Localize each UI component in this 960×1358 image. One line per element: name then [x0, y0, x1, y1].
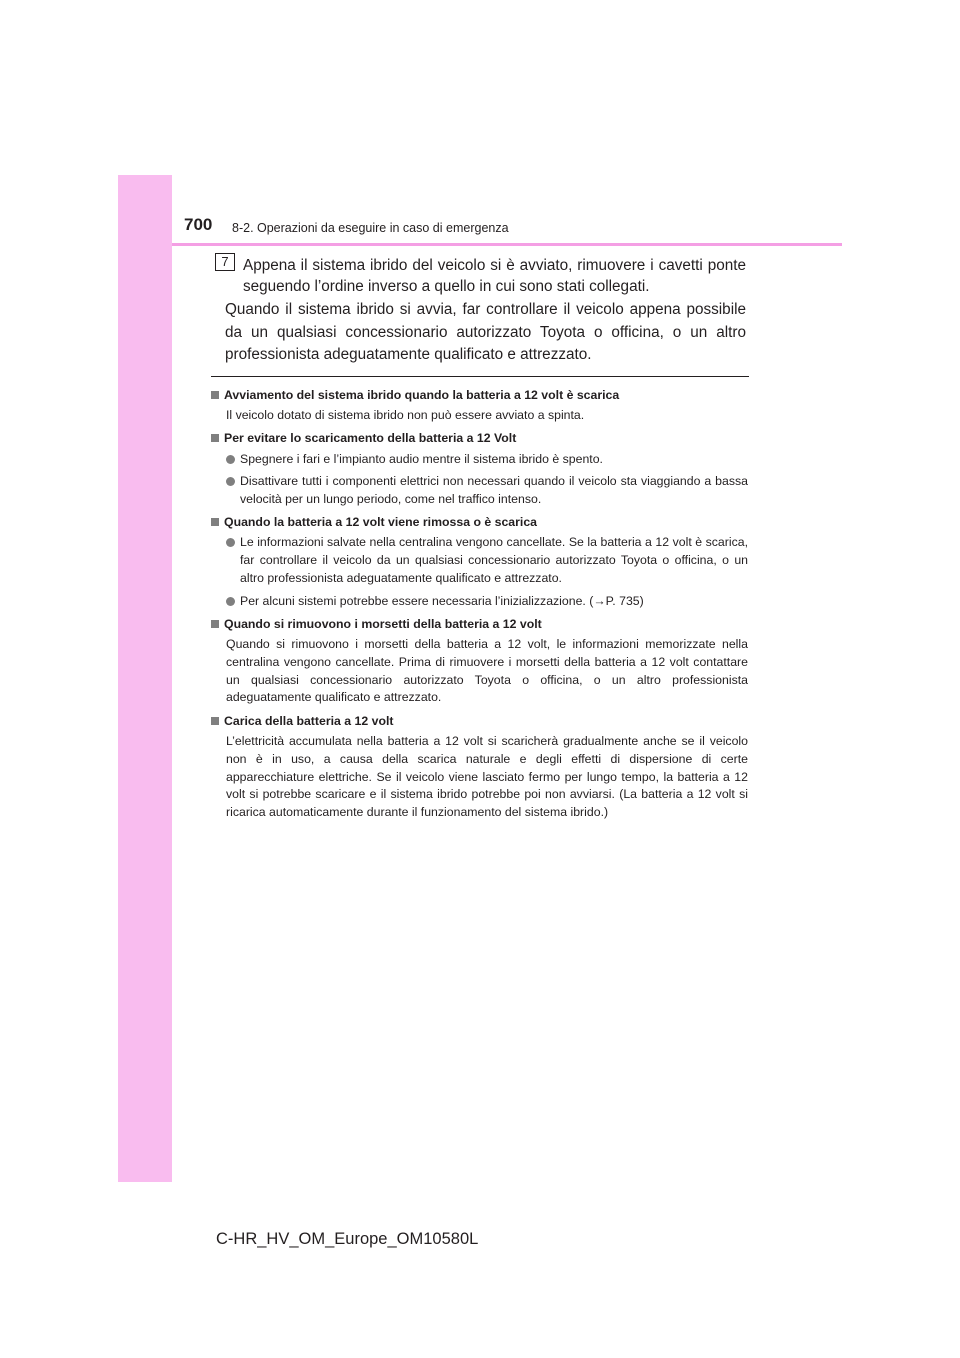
note-heading-text: Quando la batteria a 12 volt viene rimossa o è scarica	[224, 515, 538, 529]
bullet-text: Le informazioni salvate nella centralina vengono cancellate. Se la batteria a 12 volt è scarica, far controllare il veicolo da un qualsiasi concessionario autorizzato Toyota o officina, o un altro professionista adeguatamente qualificato e attrezzato.	[240, 535, 748, 585]
step-paragraph: Quando il sistema ibrido si avvia, far controllare il veicolo appena possibile da un qualsiasi concessionario autorizzato Toyota o officina, o un altro professionista adeguatamente qualificato e attrezzato.	[225, 301, 746, 363]
note-heading	[211, 514, 748, 531]
note-heading	[211, 713, 748, 730]
step-number-box: 7	[215, 253, 235, 271]
note-body: Quando si rimuovono i morsetti della batteria a 12 volt, le informazioni memorizzate nella centralina vengono cancellate. Prima di rimuovere i morsetti della batteria a 12 volt contattare un qualsiasi concessionario autorizzato Toyota o officina, o un altro professionista adeguatamente qualificato e attrezzato.	[226, 637, 748, 705]
section-tab-sidebar	[118, 175, 172, 1182]
step-text: Appena il sistema ibrido del veicolo si è avviato, rimuovere i cavetti ponte seguendo l’ordine inverso a quello in cui sono stati collegati.	[243, 257, 746, 295]
note-heading	[211, 387, 748, 404]
note-heading	[211, 616, 748, 633]
section-divider	[211, 376, 749, 377]
bullet-item	[226, 451, 748, 469]
bullet-item	[226, 593, 748, 611]
note-heading-text: Quando si rimuovono i morsetti della batteria a 12 volt	[224, 617, 542, 631]
note-heading-text: Avviamento del sistema ibrido quando la batteria a 12 volt è scarica	[224, 388, 620, 402]
bullet-item	[226, 473, 748, 509]
bullet-text: Per alcuni sistemi potrebbe essere necessaria l’inizializzazione. (→P. 735)	[240, 594, 644, 608]
note-body: L’elettricità accumulata nella batteria a 12 volt si scaricherà gradualmente anche se il veicolo non è in uso, a causa della scarica naturale e degli effetti di dispersione di certe apparecchiature elettriche. Se il veicolo viene lasciato fermo per lungo tempo, la batteria a 12 volt si potrebbe scaricare e il sistema ibrido potrebbe poi non avviarsi. (La batteria a 12 volt si ricarica automaticamente durante il funzionamento del sistema ibrido.)	[226, 734, 748, 820]
square-bullet-icon	[211, 518, 219, 526]
header-rule	[172, 243, 842, 246]
bullet-text: Disattivare tutti i componenti elettrici non necessari quando il veicolo sta viaggiando a bassa velocità per un lungo periodo, come nel traffico intenso.	[240, 474, 748, 506]
square-bullet-icon	[211, 717, 219, 725]
page-number: 700	[184, 215, 213, 234]
circle-bullet-icon	[226, 455, 235, 464]
square-bullet-icon	[211, 391, 219, 399]
square-bullet-icon	[211, 620, 219, 628]
section-title: 8-2. Operazioni da eseguire in caso di emergenza	[232, 221, 509, 235]
note-heading-text: Carica della batteria a 12 volt	[224, 714, 394, 728]
circle-bullet-icon	[226, 538, 235, 547]
document-code-footer: C-HR_HV_OM_Europe_OM10580L	[216, 1230, 479, 1248]
circle-bullet-icon	[226, 477, 235, 486]
bullet-text: Spegnere i fari e l’impianto audio mentre il sistema ibrido è spento.	[240, 452, 603, 466]
circle-bullet-icon	[226, 597, 235, 606]
note-body: Il veicolo dotato di sistema ibrido non può essere avviato a spinta.	[226, 408, 585, 422]
note-heading	[211, 430, 748, 447]
note-heading-text: Per evitare lo scaricamento della batteria a 12 Volt	[224, 431, 517, 445]
square-bullet-icon	[211, 434, 219, 442]
bullet-item	[226, 534, 748, 587]
